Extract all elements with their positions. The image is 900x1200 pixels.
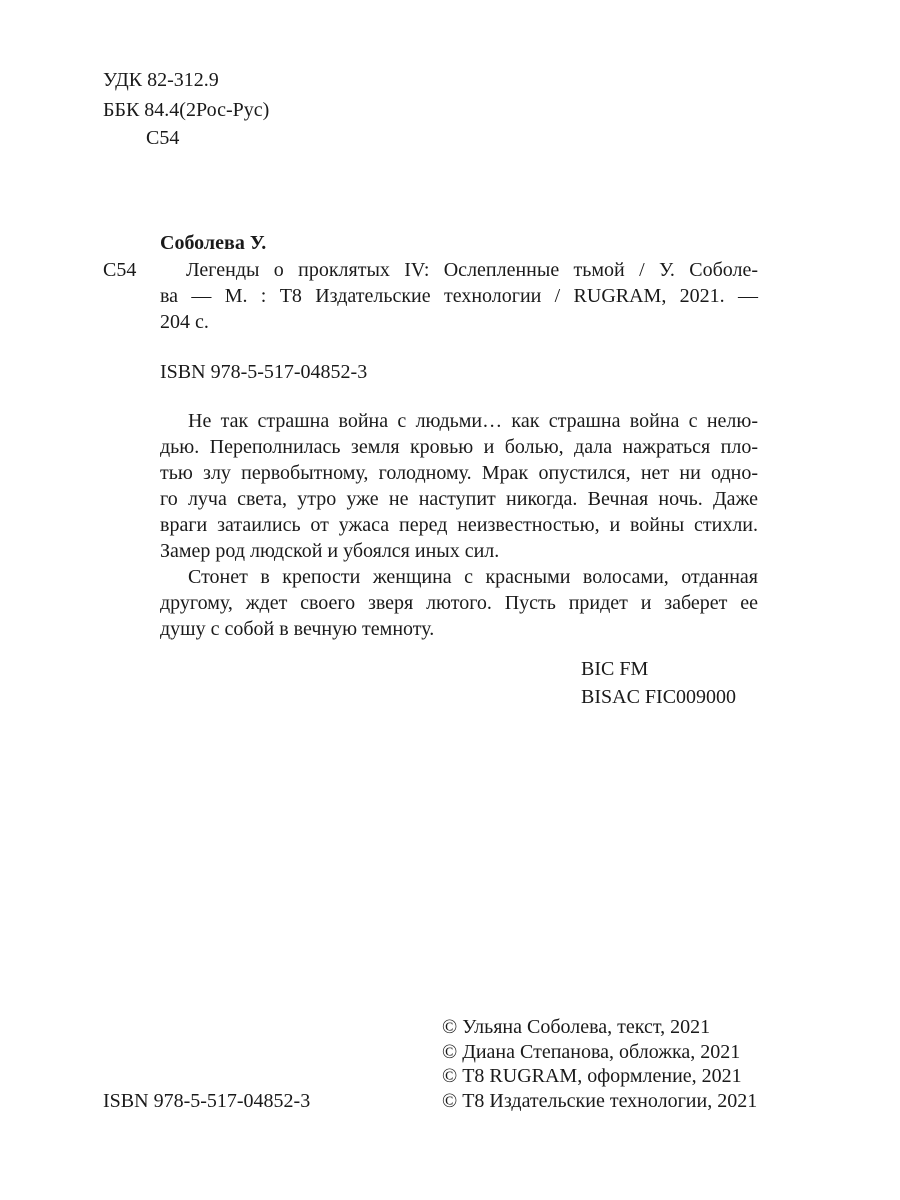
copyright-line: © Ульяна Соболева, текст, 2021	[442, 1016, 711, 1038]
annotation-line: душу с собой в вечную темноту.	[160, 618, 435, 640]
copyright-block	[442, 1015, 757, 1113]
author-mark: С54	[146, 127, 180, 149]
bbk-code: ББК 84.4(2Рос-Рус)	[103, 99, 270, 121]
copyright-line: © Диана Степанова, обложка, 2021	[442, 1040, 741, 1063]
annotation-line: враги затаились от ужаса перед неизвестностью, и войны стихли.	[160, 514, 758, 536]
annotation-line: Не так страшна война с людьми… как страшна война с нелю-	[188, 410, 758, 432]
author-heading: Соболева У.	[160, 232, 267, 254]
copyright-line: © Т8 RUGRAM, оформление, 2021	[442, 1065, 742, 1087]
annotation-line: Замер род людской и убоялся иных сил.	[160, 540, 500, 562]
annotation-line: го луча света, утро уже не наступит никогда. Вечная ночь. Даже	[160, 488, 758, 510]
bib-line: ва — М. : Т8 Издательские технологии / RUGRAM, 2021. —	[160, 285, 758, 307]
margin-author-mark: С54	[103, 259, 137, 281]
annotation-line: другому, ждет своего зверя лютого. Пусть придет и заберет ее	[160, 592, 758, 614]
annotation-line: дью. Переполнилась земля кровью и болью, дала нажраться пло-	[160, 436, 758, 458]
bib-line: 204 с.	[160, 311, 209, 333]
bisac-code: BISAC FIC009000	[581, 686, 737, 708]
annotation-line: Стонет в крепости женщина с красными волосами, отданная	[188, 566, 758, 588]
copyright-line: © Т8 Издательские технологии, 2021	[442, 1089, 758, 1112]
bibliographic-description	[160, 257, 758, 335]
bib-line: Легенды о проклятых IV: Ослепленные тьмой / У. Соболе-	[186, 259, 758, 281]
bic-code: BIC FM	[581, 658, 649, 680]
udk-code: УДК 82-312.9	[103, 69, 219, 91]
footer-isbn: ISBN 978-5-517-04852-3	[103, 1090, 311, 1112]
annotation-line: тью злу первобытному, голодному. Мрак опустился, нет ни одно-	[160, 462, 758, 484]
isbn-record: ISBN 978-5-517-04852-3	[160, 361, 368, 383]
annotation	[160, 408, 758, 642]
